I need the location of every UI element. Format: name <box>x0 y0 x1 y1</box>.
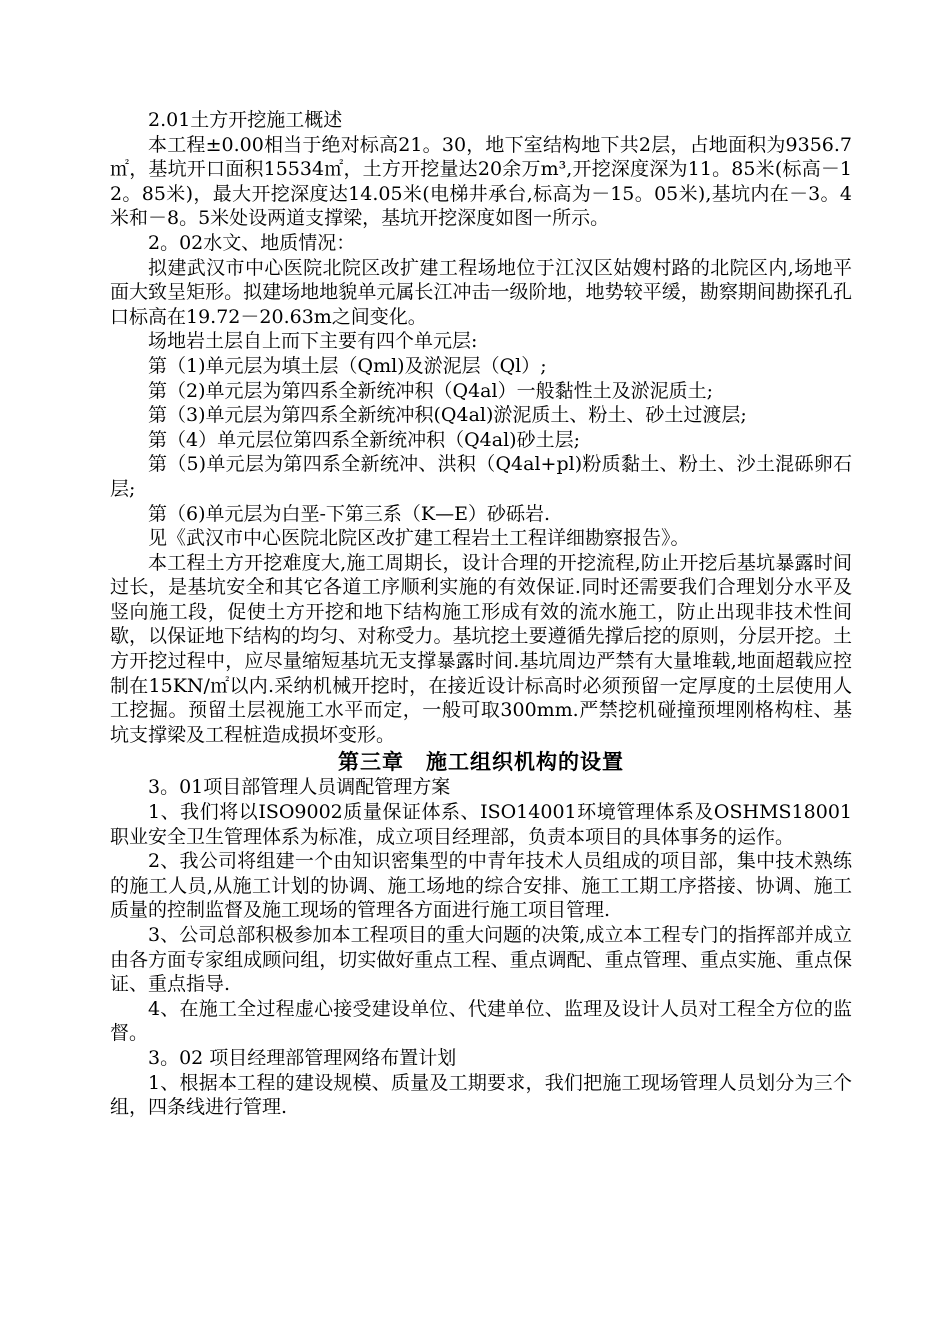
soil-layer-item: 第（4）单元层位第四系全新统冲积（Q4al)砂土层; <box>148 428 580 451</box>
section-title-3-01: 3。01项目部管理人员调配管理方案 <box>148 776 451 799</box>
section-title-2-02: 2。02水文、地质情况： <box>148 231 356 254</box>
paragraph-soil-layers-intro: 场地岩土层自上而下主要有四个单元层: <box>148 330 478 353</box>
soil-layer-item: 第（5)单元层为第四系全新统冲、洪积（Q4al+pl)粉质黏土、粉土、沙土混砾卵石层; <box>110 453 852 500</box>
list-item: 4、在施工全过程虚心接受建设单位、代建单位、监理及设计人员对工程全方位的监督。 <box>110 997 852 1045</box>
paragraph-excavation-requirements: 本工程土方开挖难度大,施工周期长，设计合理的开挖流程,防止开挖后基坑暴露时间过长，是基坑安全和其它各道工序顺利实施的有效保证.同时还需要我们合理划分水平及竖向施工段，促使土方开挖和地下结构施工形成有效的流水施工，防止出现非技术性间歇，以保证地下结构的均匀、对称受力。基坑挖土要遵循先撑后挖的原则，分层开挖。土方开挖过程中，应尽量缩短基坑无支撑暴露时间.基坑周边严禁有大量堆载,地面超载应控制在15KN/㎡以内.采纳机械开挖时，在接近设计标高时必须预留一定厚度的土层使用人工挖掘。预留土层视施工水平而定，一般可取300mm.严禁挖机碰撞预埋刚格构柱、基坑支撑梁及工程桩造成损坏变形。 <box>110 551 852 746</box>
section-title-3-02: 3。02 项目经理部管理网络布置计划 <box>148 1046 457 1069</box>
document-body <box>110 108 852 1120</box>
paragraph-excavation-overview: 本工程±0.00相当于绝对标高21。30，地下室结构地下共2层，占地面积为9356.7㎡，基坑开口面积15534㎡，土方开挖量达20余万m³,开挖深度深为11。85米(标高－12。85米)，最大开挖深度达14.05米(电梯井承台,标高为－15。05米),基坑内在－3。4米和－8。5米处设两道支撑梁，基坑开挖深度如图一所示。 <box>110 133 852 230</box>
list-item: 1、我们将以ISO9002质量保证体系、ISO14001环境管理体系及OSHMS18001职业安全卫生管理体系为标准，成立项目经理部，负责本项目的具体事务的运作。 <box>110 801 852 848</box>
list-item: 3、公司总部积极参加本工程项目的重大问题的决策,成立本工程专门的指挥部并成立由各方面专家组成顾问组，切实做好重点工程、重点调配、重点管理、重点实施、重点保证、重点指导. <box>110 924 852 996</box>
paragraph-site-location: 拟建武汉市中心医院北院区改扩建工程场地位于江汉区姑嫂村路的北院区内,场地平面大致呈矩形。拟建场地地貌单元属长江冲击一级阶地，地势较平缓，勘察期间勘探孔孔口标高在19.72－20.63m之间变化。 <box>110 256 852 328</box>
soil-layer-item: 第（3)单元层为第四系全新统冲积(Q4al)淤泥质土、粉土、砂土过渡层; <box>148 404 747 427</box>
section-title-2-01: 2.01土方开挖施工概述 <box>148 109 343 131</box>
chapter-3-heading: 第三章 施工组织机构的设置 <box>338 750 624 775</box>
list-item: 2、我公司将组建一个由知识密集型的中青年技术人员组成的项目部，集中技术熟练的施工人员,从施工计划的协调、施工场地的综合安排、施工工期工序搭接、协调、施工质量的控制监督及施工现场的管理各方面进行施工项目管理. <box>110 850 852 922</box>
soil-layer-item: 第（2)单元层为第四系全新统冲积（Q4al）一般黏性土及淤泥质土; <box>148 379 713 402</box>
soil-layer-item: 第（6)单元层为白垩-下第三系（K—E）砂砾岩. <box>148 502 551 525</box>
list-item: 1、根据本工程的建设规模、质量及工期要求，我们把施工现场管理人员划分为三个组，四条线进行管理. <box>110 1071 852 1119</box>
report-reference: 见《武汉市中心医院北院区改扩建工程岩土工程详细勘察报告》。 <box>148 527 690 550</box>
soil-layer-item: 第（1)单元层为填土层（Qml)及淤泥层（Ql）; <box>148 354 547 377</box>
